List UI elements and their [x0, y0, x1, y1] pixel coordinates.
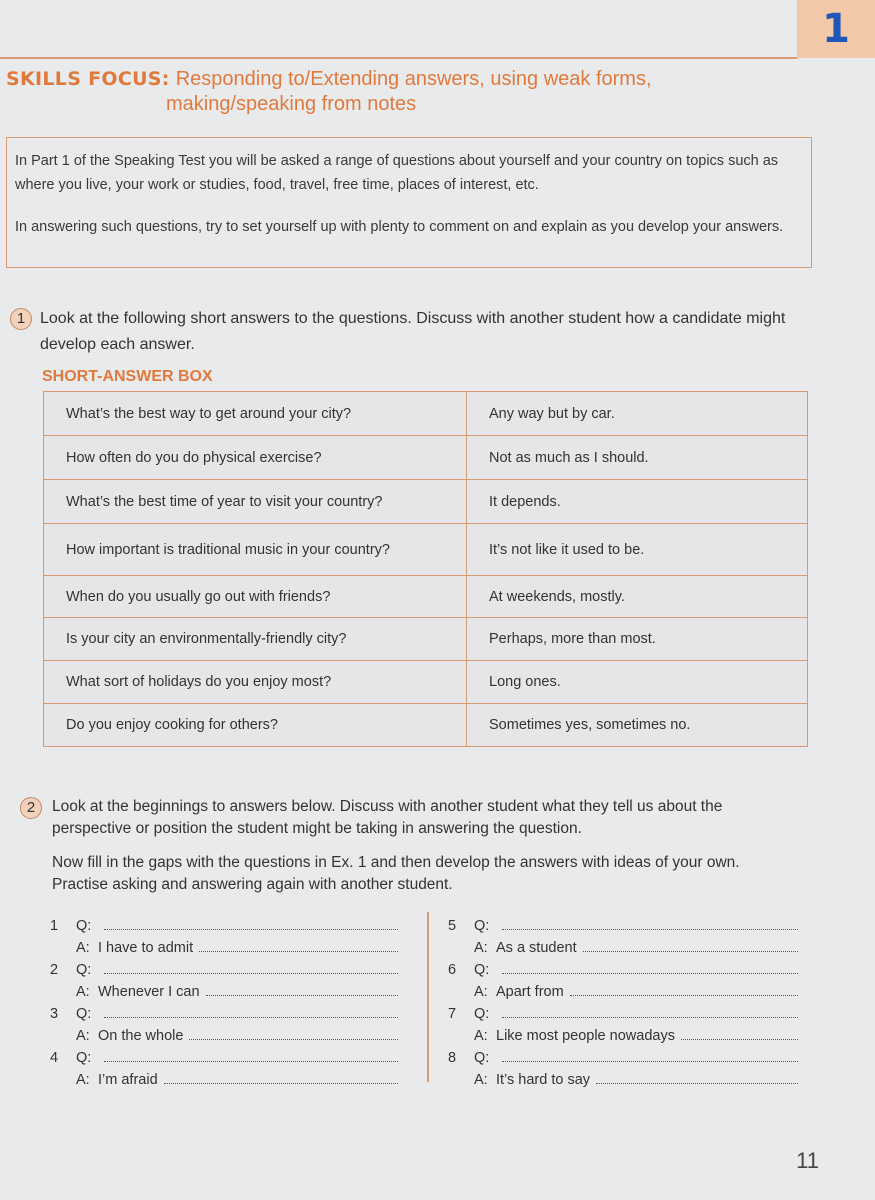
q-label: Q: [76, 1006, 92, 1022]
skills-focus-title-line2: making/speaking from notes [166, 93, 417, 115]
answer-start: On the whole [98, 1028, 184, 1044]
q-label: Q: [76, 1050, 92, 1066]
q-label: Q: [474, 918, 490, 934]
exercise-1 [10, 306, 790, 358]
question-gap[interactable] [502, 1017, 798, 1018]
a-label: A: [474, 1028, 488, 1044]
a-label: A: [76, 984, 90, 1000]
table-row [44, 524, 808, 576]
exercise-number-badge: 2 [20, 797, 42, 819]
answer-cell: Any way but by car. [467, 392, 808, 436]
gap-answer-line [448, 978, 800, 1000]
table-row [44, 436, 808, 480]
answer-gap[interactable] [164, 1083, 398, 1084]
item-number: 1 [50, 918, 59, 934]
a-label: A: [474, 1072, 488, 1088]
answer-start: I’m afraid [98, 1072, 158, 1088]
question-gap[interactable] [104, 1061, 398, 1062]
gap-answer-line [448, 934, 800, 956]
answer-gap[interactable] [199, 951, 398, 952]
answer-gap[interactable] [570, 995, 798, 996]
q-label: Q: [474, 1006, 490, 1022]
question-cell: How often do you do physical exercise? [44, 436, 467, 480]
question-gap[interactable] [502, 1061, 798, 1062]
answer-start: Apart from [496, 984, 564, 1000]
header-rule [0, 57, 797, 59]
exercise-number-badge: 1 [10, 308, 32, 330]
answer-start: Whenever I can [98, 984, 200, 1000]
answer-cell: Sometimes yes, sometimes no. [467, 704, 808, 747]
short-answer-box-title: SHORT-ANSWER BOX [42, 368, 213, 385]
answer-start: Like most people nowadays [496, 1028, 675, 1044]
a-label: A: [76, 1072, 90, 1088]
question-gap[interactable] [104, 1017, 398, 1018]
item-number: 8 [448, 1050, 457, 1066]
exercise-1-instruction: Look at the following short answers to the questions. Discuss with another student how a candidate might develop each answer. [40, 310, 786, 353]
intro-paragraph-2: In answering such questions, try to set yourself up with plenty to comment on and explain as you develop your answers. [15, 219, 784, 235]
question-cell: When do you usually go out with friends? [44, 576, 467, 618]
question-cell: What sort of holidays do you enjoy most? [44, 661, 467, 704]
table-row [44, 576, 808, 618]
gap-fill-column-left [50, 912, 400, 1088]
exercise-2 [20, 796, 790, 896]
gap-answer-line [50, 934, 400, 956]
table-row [44, 661, 808, 704]
intro-box [6, 137, 812, 268]
gap-answer-line [50, 978, 400, 1000]
gap-question-line [50, 1000, 400, 1022]
a-label: A: [76, 940, 90, 956]
a-label: A: [474, 940, 488, 956]
unit-number: 1 [822, 6, 850, 52]
page-number: 11 [796, 1148, 819, 1173]
question-cell: What’s the best time of year to visit your country? [44, 480, 467, 524]
item-number: 5 [448, 918, 457, 934]
answer-cell: Perhaps, more than most. [467, 618, 808, 661]
gap-answer-line [448, 1022, 800, 1044]
table-row [44, 704, 808, 747]
gap-question-line [50, 912, 400, 934]
question-gap[interactable] [502, 973, 798, 974]
answer-cell: It’s not like it used to be. [467, 524, 808, 576]
answer-gap[interactable] [583, 951, 798, 952]
q-label: Q: [474, 962, 490, 978]
q-label: Q: [76, 962, 92, 978]
item-number: 4 [50, 1050, 59, 1066]
gap-answer-line [50, 1022, 400, 1044]
answer-cell: At weekends, mostly. [467, 576, 808, 618]
answer-gap[interactable] [189, 1039, 398, 1040]
item-number: 3 [50, 1006, 59, 1022]
skills-focus-title-line1: Responding to/Extending answers, using weak forms, [175, 68, 652, 90]
intro-paragraph-1: In Part 1 of the Speaking Test you will be asked a range of questions about yourself and your country on topics such as where you live, your work or studies, food, travel, free time, places of interest, etc. [15, 153, 779, 193]
answer-start: I have to admit [98, 940, 194, 956]
answer-gap[interactable] [681, 1039, 798, 1040]
item-number: 6 [448, 962, 457, 978]
gap-answer-line [50, 1066, 400, 1088]
question-gap[interactable] [104, 929, 398, 930]
table-row [44, 618, 808, 661]
a-label: A: [76, 1028, 90, 1044]
answer-gap[interactable] [206, 995, 398, 996]
gap-answer-line [448, 1066, 800, 1088]
column-divider [427, 912, 429, 1082]
table-row [44, 480, 808, 524]
q-label: Q: [474, 1050, 490, 1066]
skills-focus-heading [6, 68, 652, 116]
q-label: Q: [76, 918, 92, 934]
question-cell: Do you enjoy cooking for others? [44, 704, 467, 747]
gap-question-line [50, 956, 400, 978]
exercise-2-instruction-1: Look at the beginnings to answers below. Discuss with another student what they tell us about the perspective or position the student might be taking in answering the question. [52, 798, 723, 837]
a-label: A: [474, 984, 488, 1000]
question-cell: How important is traditional music in your country? [44, 524, 467, 576]
gap-question-line [448, 1000, 800, 1022]
item-number: 7 [448, 1006, 457, 1022]
skills-focus-label: SKILLS FOCUS: [6, 68, 170, 90]
question-gap[interactable] [104, 973, 398, 974]
question-cell: What’s the best way to get around your city? [44, 392, 467, 436]
question-gap[interactable] [502, 929, 798, 930]
exercise-2-instruction-2: Now fill in the gaps with the questions in Ex. 1 and then develop the answers with ideas of your own. Practise asking and answering again with another student. [52, 854, 740, 893]
table-row [44, 392, 808, 436]
answer-cell: Long ones. [467, 661, 808, 704]
item-number: 2 [50, 962, 59, 978]
answer-cell: It depends. [467, 480, 808, 524]
gap-fill-column-right [448, 912, 800, 1088]
gap-question-line [448, 956, 800, 978]
gap-question-line [50, 1044, 400, 1066]
gap-question-line [448, 1044, 800, 1066]
answer-start: As a student [496, 940, 577, 956]
answer-gap[interactable] [596, 1083, 798, 1084]
question-cell: Is your city an environmentally-friendly city? [44, 618, 467, 661]
gap-question-line [448, 912, 800, 934]
answer-cell: Not as much as I should. [467, 436, 808, 480]
short-answer-table [43, 391, 808, 747]
unit-tab [797, 0, 875, 58]
answer-start: It’s hard to say [496, 1072, 591, 1088]
